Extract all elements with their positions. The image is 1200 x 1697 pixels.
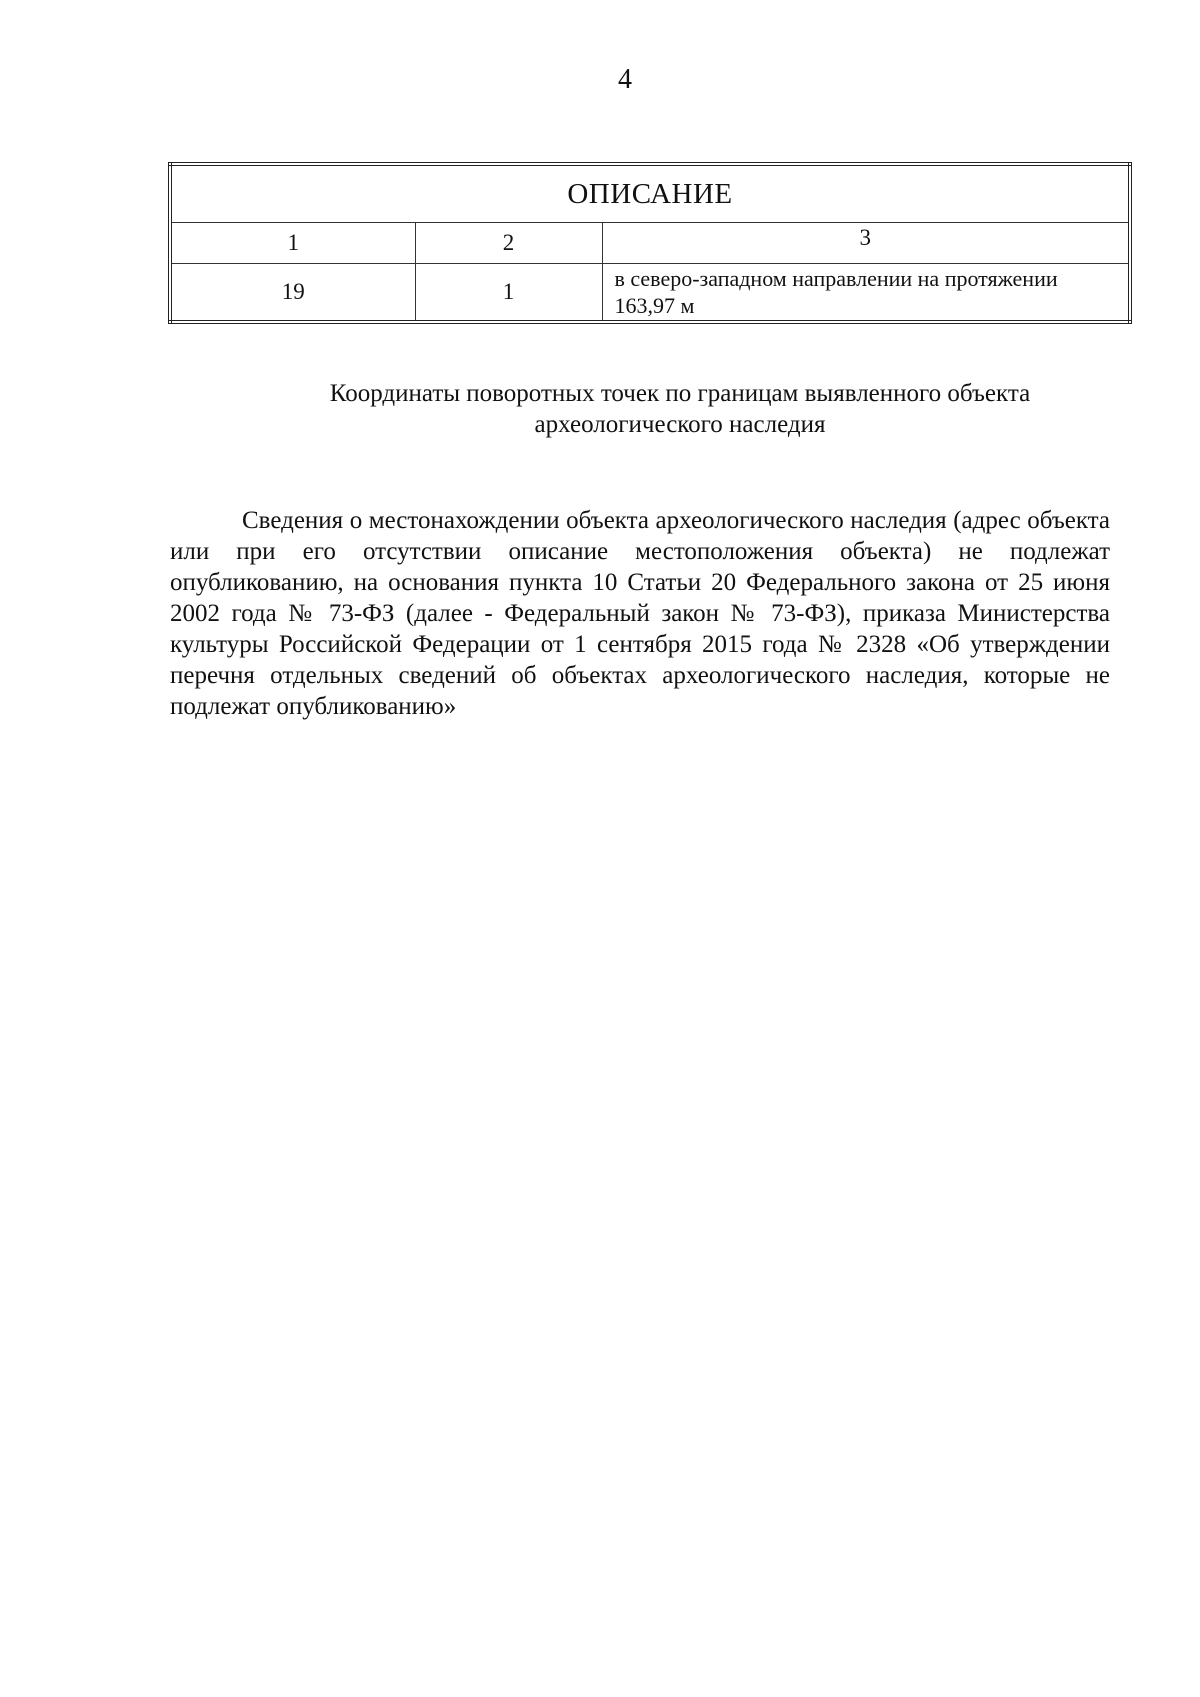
from-point-cell: 19 [170,264,415,323]
to-point-cell: 1 [415,264,602,323]
table-title: ОПИСАНИЕ [170,164,1130,223]
column-number-row [170,223,1130,264]
coordinates-heading: Координаты поворотных точек по границам выявленного объекта археологического наследия [329,380,1031,438]
description-table [168,162,1132,324]
column-number-2: 2 [415,223,602,264]
table-title-row [170,164,1130,223]
segment-description-cell: в северо-западном направлении на протяжении 163,97 м [602,264,1130,323]
page-number: 4 [618,64,632,95]
column-number-3: 3 [602,223,1130,264]
confidentiality-paragraph: Сведения о местонахождении объекта археологического наследия (адрес объекта или при его отсутствии описание местоположения объекта) не подлежат опубликованию, на основания пункта 10 Статьи 20 Федерального закона от 25 июня 2002 года № 73-ФЗ (далее - Федеральный закон № 73-ФЗ), приказа Министерства культуры Российской Федерации от 1 сентября 2015 года № 2328 «Об утверждении перечня отдельных сведений об объектах археологического наследия, которые не подлежат опубликованию» [170,507,1110,720]
column-number-1: 1 [170,223,415,264]
table-row [170,264,1130,323]
